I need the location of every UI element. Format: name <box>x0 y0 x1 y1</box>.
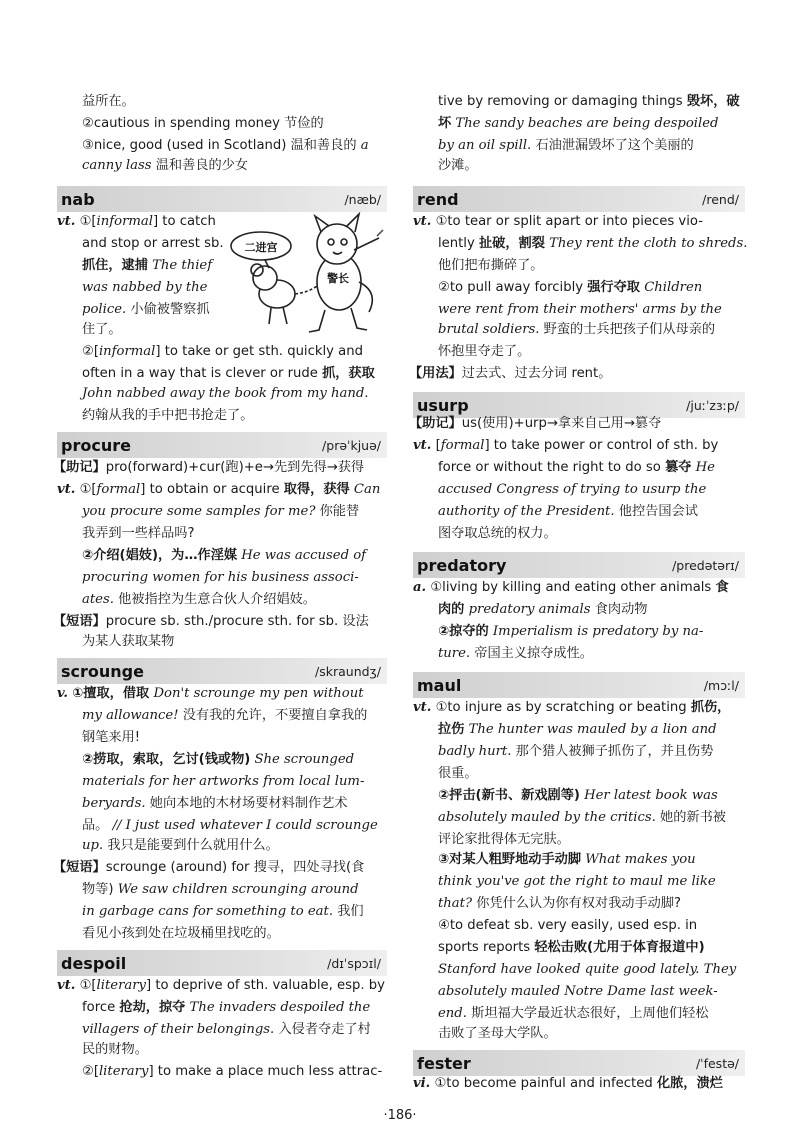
text-span: predatory animals <box>464 602 591 617</box>
text-span: ①to injure as by scratching or beating <box>435 700 691 715</box>
text-span: force <box>82 1000 120 1015</box>
headword: nab <box>61 189 95 209</box>
text-span: She scrounged <box>250 752 355 767</box>
text-span: Children <box>640 280 703 295</box>
text-line <box>82 256 212 276</box>
text-span: by an oil spill. <box>438 138 532 153</box>
pronunciation: /predətərɪ/ <box>672 557 739 573</box>
text-line: was nabbed by the <box>82 280 208 295</box>
text-line <box>82 546 366 566</box>
cartoon-bubble-text: 二进宫 <box>244 241 278 254</box>
text-line <box>409 414 661 434</box>
text-span: 斯坦福大学最近状态很好，上周他们轻松 <box>466 1006 709 1021</box>
text-line <box>413 1074 723 1094</box>
text-line <box>438 92 740 112</box>
text-line <box>438 502 698 522</box>
text-span: ③对某人粗野地动手动脚 <box>438 852 582 867</box>
text-span: 帝国主义掠夺成性。 <box>470 646 593 661</box>
text-span: formal <box>96 482 141 497</box>
text-line: ②cautious in spending money 节俭的 <box>82 116 324 131</box>
text-span: force or without the right to do so <box>438 460 666 475</box>
text-span: up. <box>82 838 104 853</box>
text-span: 我只是能要到什么就用什么。 <box>103 838 279 853</box>
text-span: ] to catch <box>152 214 216 229</box>
text-span: 扯破，割裂 <box>478 236 545 251</box>
text-line <box>409 364 611 384</box>
text-span: 温和善良的少女 <box>151 158 249 173</box>
text-span: 取得，获得 <box>283 482 350 497</box>
text-line <box>82 998 370 1018</box>
text-span: 坏 <box>438 116 452 131</box>
part-of-speech: v. <box>57 686 68 701</box>
text-span: 她的新书被 <box>655 810 726 825</box>
text-line: 为某人获取某物 <box>82 634 175 649</box>
text-span: in garbage cans for something to eat. <box>82 904 334 919</box>
text-span: ] to take power or control of sth. by <box>484 438 719 453</box>
text-span: We saw children scrounging around <box>113 882 359 897</box>
text-line <box>438 136 694 156</box>
text-line: 图夺取总统的权力。 <box>438 526 557 541</box>
text-span: ①[ <box>79 214 97 229</box>
text-span: 化脓，溃烂 <box>656 1076 723 1091</box>
text-line: 约翰从我的手中把书抢走了。 <box>82 408 254 423</box>
text-line <box>438 786 718 806</box>
text-span: ②[ <box>82 344 99 359</box>
pronunciation: /skraundʒ/ <box>315 663 381 679</box>
text-span: 那个猎人被狮子抓伤了，并且伤势 <box>511 744 714 759</box>
text-span: 抓住，逮捕 <box>82 258 148 273</box>
text-span: absolutely mauled by the critics. <box>438 810 656 825</box>
text-line: 沙滩。 <box>438 158 478 173</box>
part-of-speech: vt. <box>57 978 76 993</box>
text-line <box>82 902 364 922</box>
text-span: ②to pull away forcibly <box>438 280 588 295</box>
text-span: my allowance! <box>82 708 179 723</box>
pronunciation: /juːˈzɜːp/ <box>686 397 739 413</box>
text-span: ②捞取，索取，乞讨(钱或物) <box>82 752 251 767</box>
text-span: ] to take or get sth. quickly and <box>155 344 363 359</box>
text-span: tive by removing or damaging things <box>438 94 687 109</box>
text-span: 拉伤 <box>438 722 465 737</box>
part-of-speech: vt. <box>413 214 432 229</box>
text-span: ②抨击(新书、新戏剧等) <box>438 788 580 803</box>
text-span: The thief <box>147 258 213 273</box>
text-line: 很重。 <box>438 766 478 781</box>
headword: maul <box>417 675 462 695</box>
text-span: 野蛮的士兵把孩子们从母亲的 <box>539 322 716 337</box>
text-line <box>82 794 348 814</box>
text-span: us(使用)+urp→拿来自己用→篡夺 <box>461 416 662 431</box>
text-span: ①[ <box>79 978 97 993</box>
text-span: ①[ <box>79 482 97 497</box>
text-span: 物等) <box>82 882 114 897</box>
text-line <box>82 590 316 610</box>
text-span: 轻松击败(尤用于体育报道中) <box>534 940 705 955</box>
text-span: badly hurt. <box>438 744 512 759</box>
text-span: canny lass <box>82 158 152 173</box>
text-line <box>82 136 369 156</box>
text-span: The invaders despoiled the <box>185 1000 371 1015</box>
text-line <box>82 836 279 856</box>
part-of-speech: vt. <box>57 214 76 229</box>
entry-header-despoil <box>57 950 387 976</box>
text-line <box>82 300 210 320</box>
text-span: 过去式、过去分词 rent。 <box>461 366 612 381</box>
text-span: [ <box>435 438 441 453</box>
text-line <box>82 750 354 770</box>
text-line <box>82 880 359 900</box>
text-span: ①living by killing and eating other animals <box>430 580 716 595</box>
text-line <box>438 938 705 958</box>
headword: fester <box>417 1053 471 1073</box>
text-line: 他们把布撕碎了。 <box>438 258 544 273</box>
text-span: 他被指控为生意合伙人介绍娼妓。 <box>113 592 316 607</box>
text-span: 我们 <box>333 904 364 919</box>
entry-header-predatory <box>413 552 745 578</box>
pronunciation: /næb/ <box>344 191 381 207</box>
text-span: 你凭什么认为你有权对我动手动脚? <box>472 896 682 911</box>
headword: usurp <box>417 395 469 415</box>
text-line <box>82 1020 371 1040</box>
text-span: 抢劫，掠夺 <box>119 1000 186 1015</box>
text-line <box>438 320 715 340</box>
text-span: 品。 <box>82 818 109 833</box>
text-span: ] to deprive of sth. valuable, esp. by <box>146 978 385 993</box>
text-line: 住了。 <box>82 322 122 337</box>
text-line: absolutely mauled Notre Dame last week- <box>438 984 718 999</box>
text-span: informal <box>96 214 153 229</box>
text-line <box>53 612 369 632</box>
text-line <box>438 234 747 254</box>
entry-header-maul <box>413 672 745 698</box>
text-span: ] to make a place much less attrac- <box>148 1064 383 1079</box>
text-line <box>53 458 364 478</box>
text-span: Can <box>349 482 381 497</box>
text-span: procure sb. sth./procure sth. for sb. 设法 <box>105 614 369 629</box>
text-span: ] to obtain or acquire <box>140 482 284 497</box>
text-span: police. <box>82 302 127 317</box>
text-span: you procure some samples for me? <box>82 504 316 519</box>
text-span: He was accused of <box>237 548 367 563</box>
pronunciation: /prəˈkjuə/ <box>322 437 381 453</box>
text-span: end. <box>438 1006 467 1021</box>
text-span: 她向本地的木材场要材料制作艺术 <box>145 796 348 811</box>
text-span: 入侵者夺走了村 <box>274 1022 371 1037</box>
text-line <box>438 742 713 762</box>
text-line <box>438 894 681 914</box>
headword: despoil <box>61 953 127 973</box>
text-span: 你能替 <box>315 504 360 519</box>
text-line <box>438 720 717 740</box>
text-line <box>57 480 380 500</box>
text-line: John nabbed away the book from my hand. <box>82 386 369 401</box>
text-line: think you've got the right to maul me like <box>438 874 716 889</box>
text-line <box>438 850 696 870</box>
text-span: 篡夺 <box>665 460 692 475</box>
text-span: The sandy beaches are being despoiled <box>451 116 719 131</box>
text-span: 强行夺取 <box>587 280 640 295</box>
text-span: a <box>356 138 369 153</box>
text-line: ④to defeat sb. very easily, used esp. in <box>438 918 698 933</box>
text-span: 抓，获取 <box>322 366 375 381</box>
text-span: lently <box>438 236 479 251</box>
text-span: He <box>691 460 715 475</box>
text-line <box>438 600 648 620</box>
text-span: formal <box>440 438 485 453</box>
text-span: brutal soldiers. <box>438 322 540 337</box>
cartoon-sign-text: 警长 <box>327 272 349 285</box>
text-span: ②介绍(娼妓)，为…作淫媒 <box>82 548 238 563</box>
text-line <box>438 644 593 664</box>
text-span: They rent the cloth to shreds. <box>544 236 748 251</box>
text-line <box>438 622 703 642</box>
text-line: Stanford have looked quite good lately. They <box>438 962 737 977</box>
text-line: 钢笔来用! <box>82 730 141 745</box>
text-span: 【助记】 <box>409 416 462 431</box>
part-of-speech: vi. <box>413 1076 431 1091</box>
text-line <box>57 976 385 996</box>
text-span: 【用法】 <box>409 366 462 381</box>
text-span: 石油泄漏毁坏了这个美丽的 <box>531 138 694 153</box>
text-line: 我弄到一些样品吗? <box>82 526 195 541</box>
text-span: ②掠夺的 <box>438 624 489 639</box>
part-of-speech: vt. <box>413 438 432 453</box>
entry-header-fester <box>413 1050 745 1076</box>
page-number: ·186· <box>383 1108 417 1123</box>
text-line <box>438 114 718 134</box>
text-line <box>438 808 726 828</box>
text-line <box>438 458 715 478</box>
text-span: 肉的 <box>438 602 465 617</box>
text-span: literary <box>96 978 146 993</box>
text-line: 评论家批得体无完肤。 <box>438 832 570 847</box>
entry-header-rend <box>413 186 745 212</box>
text-line: accused Congress of trying to usurp the <box>438 482 707 497</box>
text-span: 抓伤， <box>690 700 731 715</box>
part-of-speech: a. <box>413 580 427 595</box>
text-span: often in a way that is clever or rude <box>82 366 323 381</box>
text-span: What makes you <box>581 852 696 867</box>
entry-header-nab <box>57 186 387 212</box>
text-span: 【助记】 <box>53 460 106 475</box>
text-span: 食肉动物 <box>590 602 648 617</box>
text-span: Imperialism is predatory by na- <box>488 624 704 639</box>
text-line: 怀抱里夺走了。 <box>438 344 531 359</box>
text-line: 击败了圣母大学队。 <box>438 1026 557 1041</box>
text-line <box>57 212 216 232</box>
text-span: 他控告国会试 <box>614 504 698 519</box>
text-line: 看见小孩到处在垃圾桶里找吃的。 <box>82 926 280 941</box>
text-span: informal <box>98 344 156 359</box>
text-span: pro(forward)+cur(跑)+e→先到先得→获得 <box>105 460 365 475</box>
headword: procure <box>61 435 131 455</box>
pronunciation: /mɔːl/ <box>703 677 739 693</box>
text-span: // I just used whatever I could scrounge <box>108 818 378 833</box>
text-span: sports reports <box>438 940 535 955</box>
text-line <box>82 706 367 726</box>
text-span: Her latest book was <box>579 788 718 803</box>
text-line <box>82 342 363 362</box>
text-line <box>413 436 718 456</box>
headword: rend <box>417 189 459 209</box>
pronunciation: /rend/ <box>702 191 739 207</box>
text-span: ②[ <box>82 1064 99 1079</box>
text-span: ①to tear or split apart or into pieces vio- <box>435 214 703 229</box>
text-span: The hunter was mauled by a lion and <box>464 722 717 737</box>
text-line <box>53 858 364 878</box>
text-span: villagers of their belongings. <box>82 1022 275 1037</box>
text-span: ①to become painful and infected <box>434 1076 657 1091</box>
text-span: 没有我的允许，不要擅自拿我的 <box>178 708 368 723</box>
part-of-speech: vt. <box>413 700 432 715</box>
cartoon-illustration <box>229 212 389 336</box>
text-span: authority of the President. <box>438 504 615 519</box>
text-span: literary <box>98 1064 149 1079</box>
text-line <box>438 278 702 298</box>
pronunciation: /dɪˈspɔɪl/ <box>327 955 381 971</box>
text-line <box>82 156 248 176</box>
headword: scrounge <box>61 661 144 681</box>
text-line: 益所在。 <box>82 94 135 109</box>
text-line: procuring women for his business associ- <box>82 570 359 585</box>
text-span: 【短语】 <box>53 614 106 629</box>
text-span: scrounge (around) for 搜寻，四处寻找(食 <box>105 860 365 875</box>
text-line: and stop or arrest sb. <box>82 236 224 251</box>
text-span: ture. <box>438 646 471 661</box>
text-span: 毁坏，破 <box>686 94 740 109</box>
text-line <box>82 816 378 836</box>
text-line <box>413 212 703 232</box>
text-line: 民的财物。 <box>82 1042 148 1057</box>
headword: predatory <box>417 555 507 575</box>
text-line <box>82 502 359 522</box>
text-line <box>82 364 375 384</box>
text-span: Don't scrounge my pen without <box>149 686 364 701</box>
text-span: ates. <box>82 592 114 607</box>
text-span: 小偷被警察抓 <box>126 302 210 317</box>
text-span: that? <box>438 896 473 911</box>
part-of-speech: vt. <box>57 482 76 497</box>
text-line <box>57 684 364 704</box>
text-line <box>413 698 730 718</box>
text-span: beryards. <box>82 796 146 811</box>
text-line <box>413 578 729 598</box>
text-span: ③nice, good (used in Scotland) 温和善良的 <box>82 138 357 153</box>
text-span: 【短语】 <box>53 860 106 875</box>
pronunciation: /ˈfestə/ <box>695 1055 739 1071</box>
entry-header-procure <box>57 432 387 458</box>
text-line <box>82 1062 382 1082</box>
text-line: were rent from their mothers' arms by the <box>438 302 722 317</box>
text-line: materials for her artworks from local lum- <box>82 774 365 789</box>
text-span: 食 <box>715 580 729 595</box>
entry-header-scrounge <box>57 658 387 684</box>
text-span: ①擅取，借取 <box>72 686 150 701</box>
text-line <box>438 1004 709 1024</box>
